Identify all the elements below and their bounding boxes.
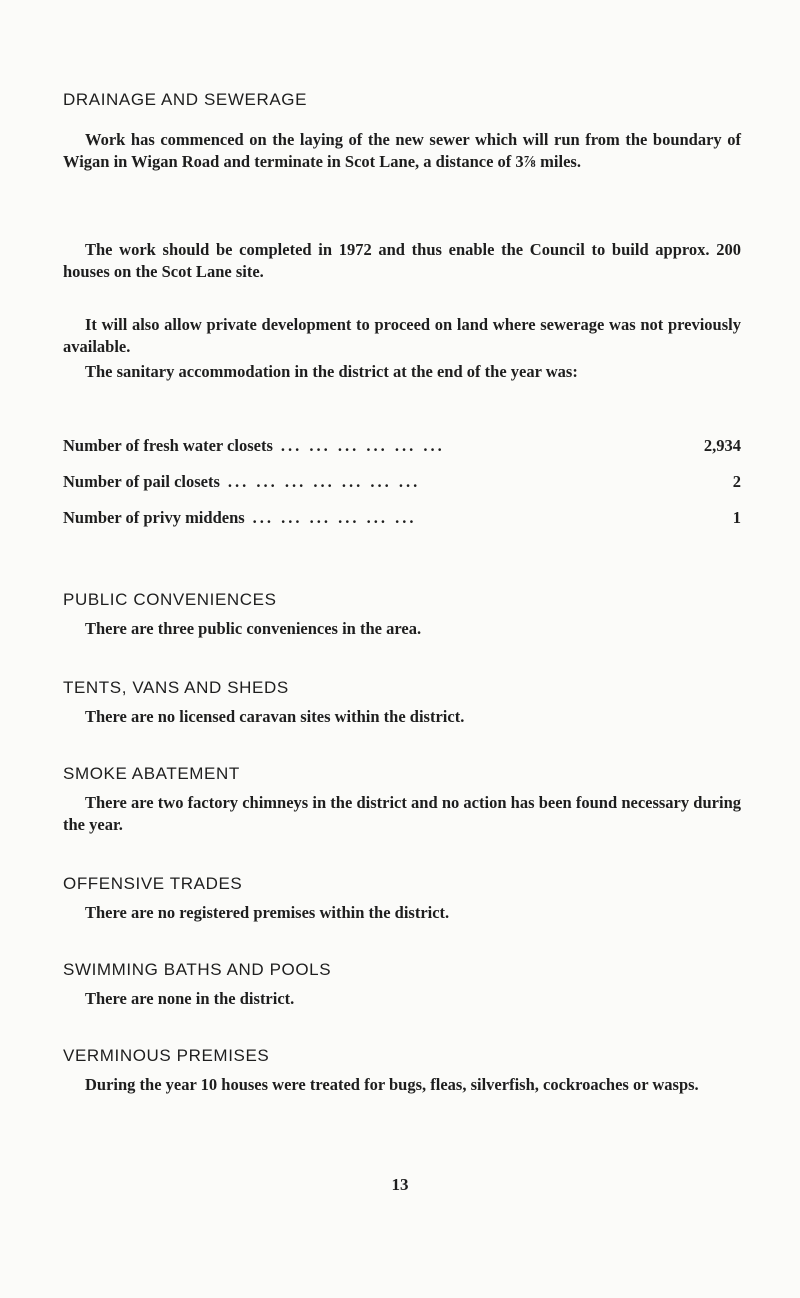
paragraph-public-conveniences: There are three public conveniences in the area.	[85, 619, 422, 638]
sanitary-row-privy-middens	[63, 508, 741, 530]
paragraph-completion: The work should be completed in 1972 and thus enable the Council to build approx. 200 houses on the Scot Lane site.	[63, 240, 741, 281]
row-value: 1	[732, 508, 741, 527]
paragraph-verminous-premises: During the year 10 houses were treated for bugs, fleas, silverfish, cockroaches or wasps.	[85, 1075, 699, 1094]
paragraph-sanitary-accommodation: The sanitary accommodation in the district at the end of the year was:	[85, 362, 578, 381]
heading-drainage-and-sewerage: DRAINAGE AND SEWERAGE	[63, 90, 308, 109]
row-label: Number of pail closets	[63, 472, 220, 491]
heading-verminous-premises: VERMINOUS PREMISES	[63, 1046, 270, 1065]
leader-dots: ... ... ... ... ... ... ...	[227, 472, 421, 491]
heading-public-conveniences: PUBLIC CONVENIENCES	[63, 590, 277, 609]
heading-swimming-baths-pools: SWIMMING BATHS AND POOLS	[63, 960, 332, 979]
paragraph-sewer-work: Work has commenced on the laying of the new sewer which will run from the boundary of Wigan in Wigan Road and terminate in Scot Lane, a distance of 3⅞ miles.	[63, 130, 741, 171]
paragraph-private-development: It will also allow private development to proceed on land where sewerage was not previously available.	[63, 315, 741, 356]
paragraph-smoke-abatement: There are two factory chimneys in the district and no action has been found necessary during the year.	[63, 793, 741, 834]
heading-offensive-trades: OFFENSIVE TRADES	[63, 874, 243, 893]
leader-dots: ... ... ... ... ... ...	[280, 436, 445, 455]
row-label: Number of fresh water closets	[63, 436, 273, 455]
paragraph-swimming-baths-pools: There are none in the district.	[85, 989, 295, 1008]
heading-tents-vans-sheds: TENTS, VANS AND SHEDS	[63, 678, 289, 697]
paragraph-tents-vans-sheds: There are no licensed caravan sites within the district.	[85, 707, 465, 726]
sanitary-row-fresh-water-closets	[63, 436, 741, 458]
row-value: 2	[732, 472, 741, 491]
row-label: Number of privy middens	[63, 508, 245, 527]
sanitary-row-pail-closets	[63, 472, 741, 494]
page-number: 13	[391, 1175, 409, 1194]
leader-dots: ... ... ... ... ... ...	[252, 508, 417, 527]
heading-smoke-abatement: SMOKE ABATEMENT	[63, 764, 240, 783]
paragraph-offensive-trades: There are no registered premises within the district.	[85, 903, 450, 922]
row-value: 2,934	[703, 436, 741, 455]
